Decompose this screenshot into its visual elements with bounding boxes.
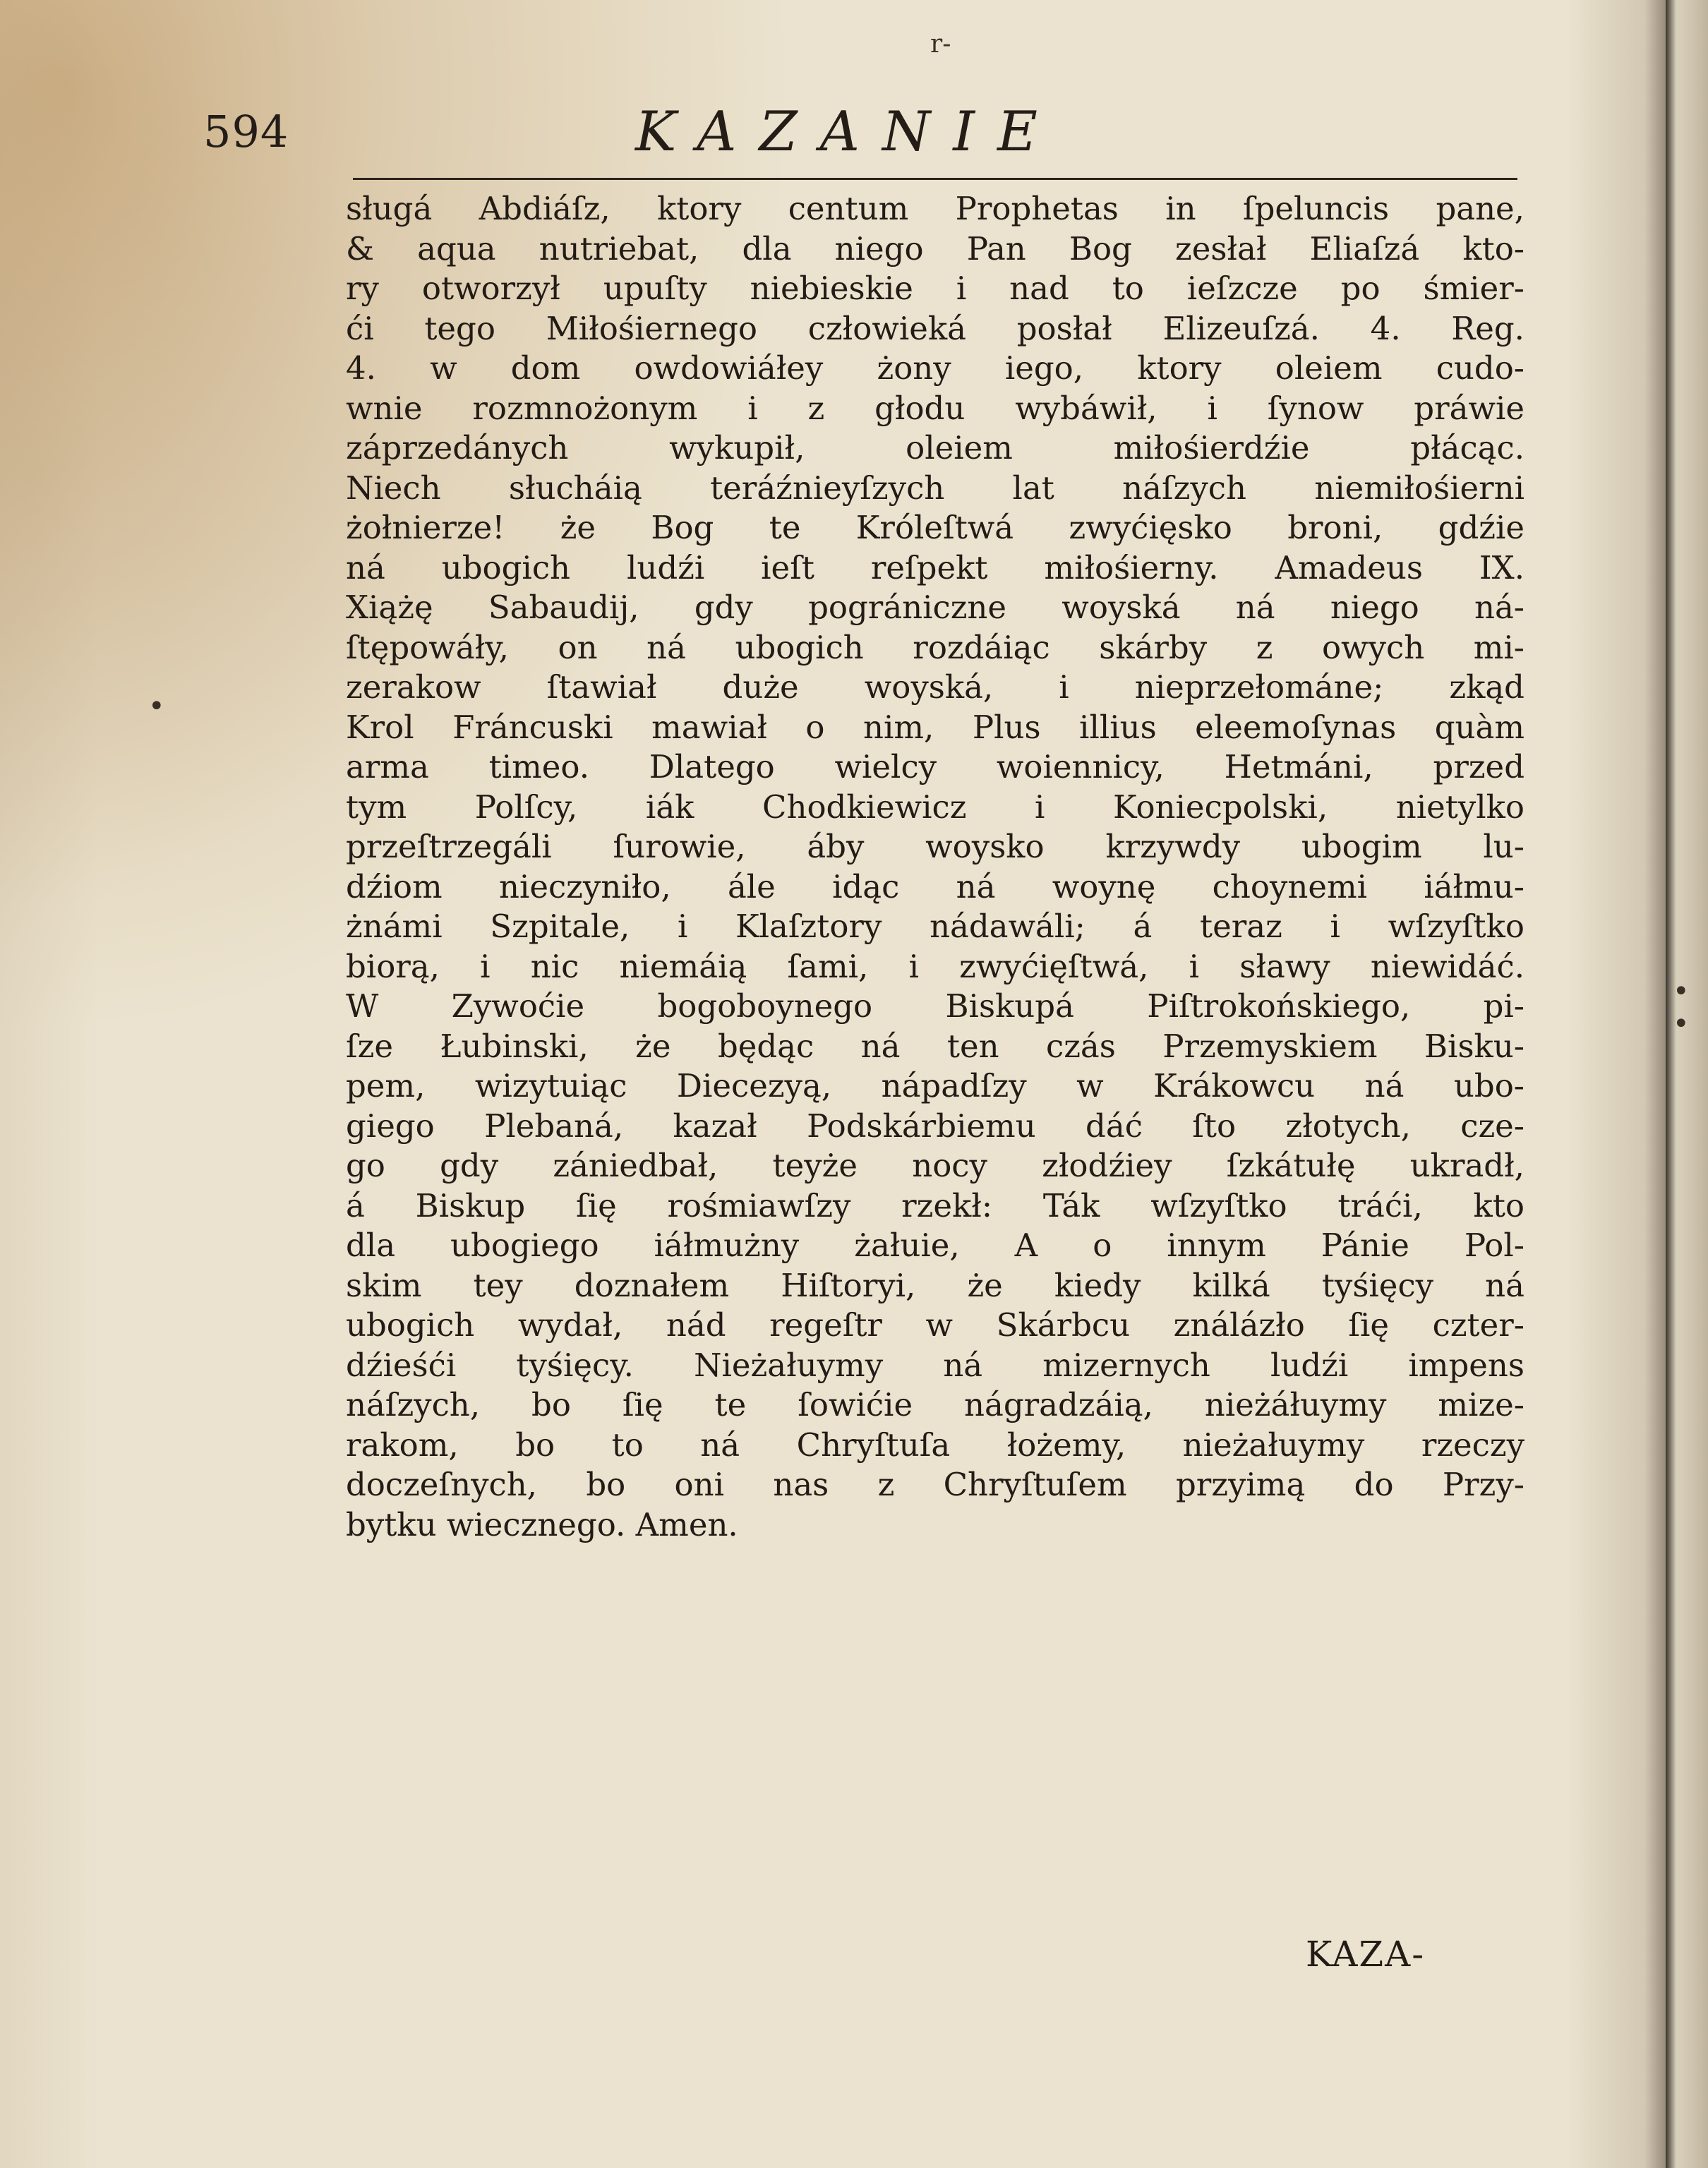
text-line: záprzedánych wykupił, oleiem miłośierdźie płácąc. bbox=[346, 429, 1524, 466]
text-line: á Biskup ſię rośmiawſzy rzekł: Ták wſzyſtko tráći, kto bbox=[346, 1186, 1524, 1224]
text-line: biorą, i nic niemáią ſami, i zwyćięſtwá, i sławy niewidáć. bbox=[346, 947, 1524, 985]
text-line: żołnierze! że Bog te Króleſtwá zwyćięsko broni, gdźie bbox=[346, 509, 1524, 546]
text-line: ubogich wydał, nád regeſtr w Skárbcu ználázło ſię czter- bbox=[346, 1306, 1524, 1344]
text-line: ći tego Miłośiernego człowieká posłał Elizeuſzá. 4. Reg. bbox=[346, 309, 1524, 347]
text-line: Xiążę Sabaudij, gdy pográniczne woyská ná niego ná- bbox=[346, 589, 1524, 626]
text-line: zerakow ſtawiał duże woyská, i nieprzełománe; zkąd bbox=[346, 668, 1524, 706]
text-line: dźieśći tyśięcy. Nieżałuymy ná mizernych ludźi impens bbox=[346, 1346, 1524, 1384]
top-mark: r- bbox=[930, 30, 951, 59]
text-line: Krol Fráncuski mawiał o nim, Plus illius eleemoſynas quàm bbox=[346, 708, 1524, 746]
text-line: tym Polſcy, iák Chodkiewicz i Koniecpolski, nietylko bbox=[346, 788, 1524, 826]
left-margin-mark: • bbox=[148, 690, 165, 723]
text-line: giego Plebaná, kazał Podskárbiemu dáć ſto złotych, cze- bbox=[346, 1107, 1524, 1145]
text-line: żnámi Szpitale, i Klaſztory nádawáli; á teraz i wſzyſtko bbox=[346, 908, 1524, 945]
catchword: KAZA- bbox=[1306, 1934, 1426, 1975]
text-line: rakom, bo to ná Chryſtuſa łożemy, nieżałuymy rzeczy bbox=[346, 1426, 1524, 1464]
text-line-final: bytku wiecznego. Amen. bbox=[346, 1505, 738, 1543]
binding-shadow bbox=[1644, 0, 1666, 2168]
text-line: sługá Abdiáſz, ktory centum Prophetas in ſpeluncis pane, bbox=[346, 190, 1524, 227]
next-page-edge bbox=[1666, 0, 1708, 2168]
text-line: pem, wizytuiąc Diecezyą, nápadſzy w Krákowcu ná ubo- bbox=[346, 1067, 1524, 1104]
text-line: arma timeo. Dlatego wielcy woiennicy, Hetmáni, przed bbox=[346, 748, 1524, 785]
text-line: Niech słucháią teráźnieyſzych lat náſzych niemiłośierni bbox=[346, 469, 1524, 507]
text-line: dla ubogiego iáłmużny żałuie, A o innym Pánie Pol- bbox=[346, 1227, 1524, 1264]
text-line: ná ubogich ludźi ieſt reſpekt miłośierny. Amadeus IX. bbox=[346, 548, 1524, 586]
text-line: przeſtrzegáli ſurowie, áby woysko krzywdy ubogim lu- bbox=[346, 828, 1524, 865]
body-text bbox=[346, 189, 1524, 1545]
right-margin-mark: • • bbox=[1673, 975, 1690, 1040]
text-line: doczeſnych, bo oni nas z Chryſtuſem przyimą do Przy- bbox=[346, 1466, 1524, 1503]
text-line: W Zywoćie bogoboynego Biskupá Piſtrokońskiego, pi- bbox=[346, 987, 1524, 1025]
text-line: náſzych, bo ſię te ſowićie nágradzáią, nieżáłuymy mize- bbox=[346, 1386, 1524, 1423]
text-line: skim tey doznałem Hiſtoryi, że kiedy kilká tyśięcy ná bbox=[346, 1266, 1524, 1304]
page-number: 594 bbox=[203, 106, 289, 157]
text-line: wnie rozmnożonym i z głodu wybáwił, i ſynow práwie bbox=[346, 389, 1524, 427]
text-line: ry otworzył upuſty niebieskie i nad to ieſzcze po śmier- bbox=[346, 270, 1524, 307]
running-title: KAZANIE bbox=[635, 100, 1060, 164]
text-line: ſtępowáły, on ná ubogich rozdáiąc skárby z owych mi- bbox=[346, 628, 1524, 666]
text-line: dźiom nieczyniło, ále idąc ná woynę choynemi iáłmu- bbox=[346, 867, 1524, 905]
text-line: go gdy zániedbał, teyże nocy złodźiey ſzkátułę ukradł, bbox=[346, 1147, 1524, 1184]
text-line: ſze Łubinski, że będąc ná ten czás Przemyskiem Bisku- bbox=[346, 1027, 1524, 1065]
header-rule bbox=[353, 178, 1517, 180]
text-line: 4. w dom owdowiáłey żony iego, ktory oleiem cudo- bbox=[346, 349, 1524, 387]
text-line: & aqua nutriebat, dla niego Pan Bog zesłał Eliaſzá kto- bbox=[346, 229, 1524, 267]
